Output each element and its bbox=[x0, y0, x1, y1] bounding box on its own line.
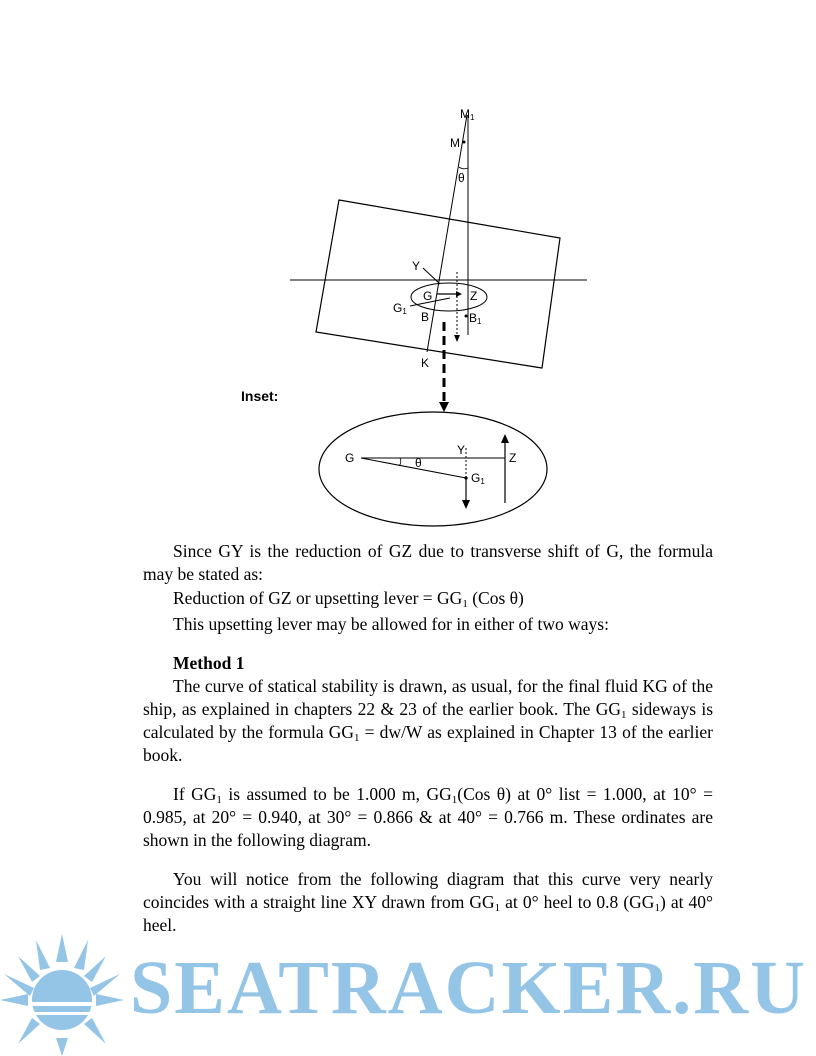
inset-label-g: G bbox=[345, 451, 355, 465]
inset-gg1-line bbox=[361, 458, 466, 478]
y-pointer bbox=[423, 268, 440, 284]
label-k: K bbox=[421, 356, 430, 370]
inset-up-arrowhead bbox=[501, 434, 509, 443]
method-heading: Method 1 bbox=[173, 653, 245, 673]
inset-label-z: Z bbox=[509, 451, 517, 465]
inset-g1-dot bbox=[464, 476, 467, 479]
paragraph-formula: Reduction of GZ or upsetting lever = $GG_1$ (Cos θ) bbox=[173, 588, 524, 610]
body-text bbox=[143, 540, 713, 937]
dotted-arrowhead bbox=[454, 335, 460, 342]
label-g: G bbox=[423, 289, 433, 303]
inset-label-theta: θ bbox=[415, 456, 422, 470]
label-g1: G1 bbox=[393, 301, 407, 316]
watermark-text: SEATRACKER.RU bbox=[130, 946, 808, 1030]
theta-arc bbox=[459, 167, 468, 169]
label-b: B bbox=[421, 310, 430, 324]
label-b1: B1 bbox=[469, 311, 482, 326]
paragraph-ways: This upsetting lever may be allowed for in either of two ways: bbox=[173, 614, 609, 634]
paragraph-gy: Since GY is the reduction of GZ due to transverse shift of G, the formula may be stated as: bbox=[143, 541, 713, 584]
ship-centerline bbox=[427, 115, 467, 352]
inset-label-y: Y bbox=[457, 443, 466, 457]
label-m1: M1 bbox=[460, 107, 475, 122]
label-z: Z bbox=[470, 289, 478, 303]
inset-down-arrowhead bbox=[462, 500, 470, 509]
m-dot bbox=[463, 141, 466, 144]
paragraph-ordinates: If $GG_1$ is assumed to be 1.000 m, $GG_1(Cos$ θ) at 0° list = 1.000, at 10° = 0.985, at 20° = 0.940, at 30° = 0.866 & at 40° = 0.766 m. These ordinates are shown in the following diagram. bbox=[143, 784, 713, 850]
label-y: Y bbox=[412, 259, 421, 273]
inset-arrowhead bbox=[439, 402, 449, 412]
paragraph-notice: You will notice from the following diagram that this curve very nearly coincides with a straight line XY drawn from $GG_1$ at 0° heel to 0.8 $(GG_1)$ at 40° heel. bbox=[143, 869, 713, 935]
inset-ellipse bbox=[319, 412, 547, 526]
label-theta: θ bbox=[458, 171, 465, 185]
inset-title: Inset: bbox=[241, 388, 279, 404]
b1-dot bbox=[465, 315, 468, 318]
paragraph-method: The curve of statical stability is drawn, as usual, for the final fluid KG of the ship, as explained in chapters 22 & 23 of the earlier book. The $GG_1$ sideways is calculated by the formula $GG_1 = dw/W$ as explained in Chapter 13 of the earlier book. bbox=[143, 676, 714, 765]
inset-label-g1: G1 bbox=[471, 471, 485, 486]
label-m: M bbox=[450, 136, 460, 150]
